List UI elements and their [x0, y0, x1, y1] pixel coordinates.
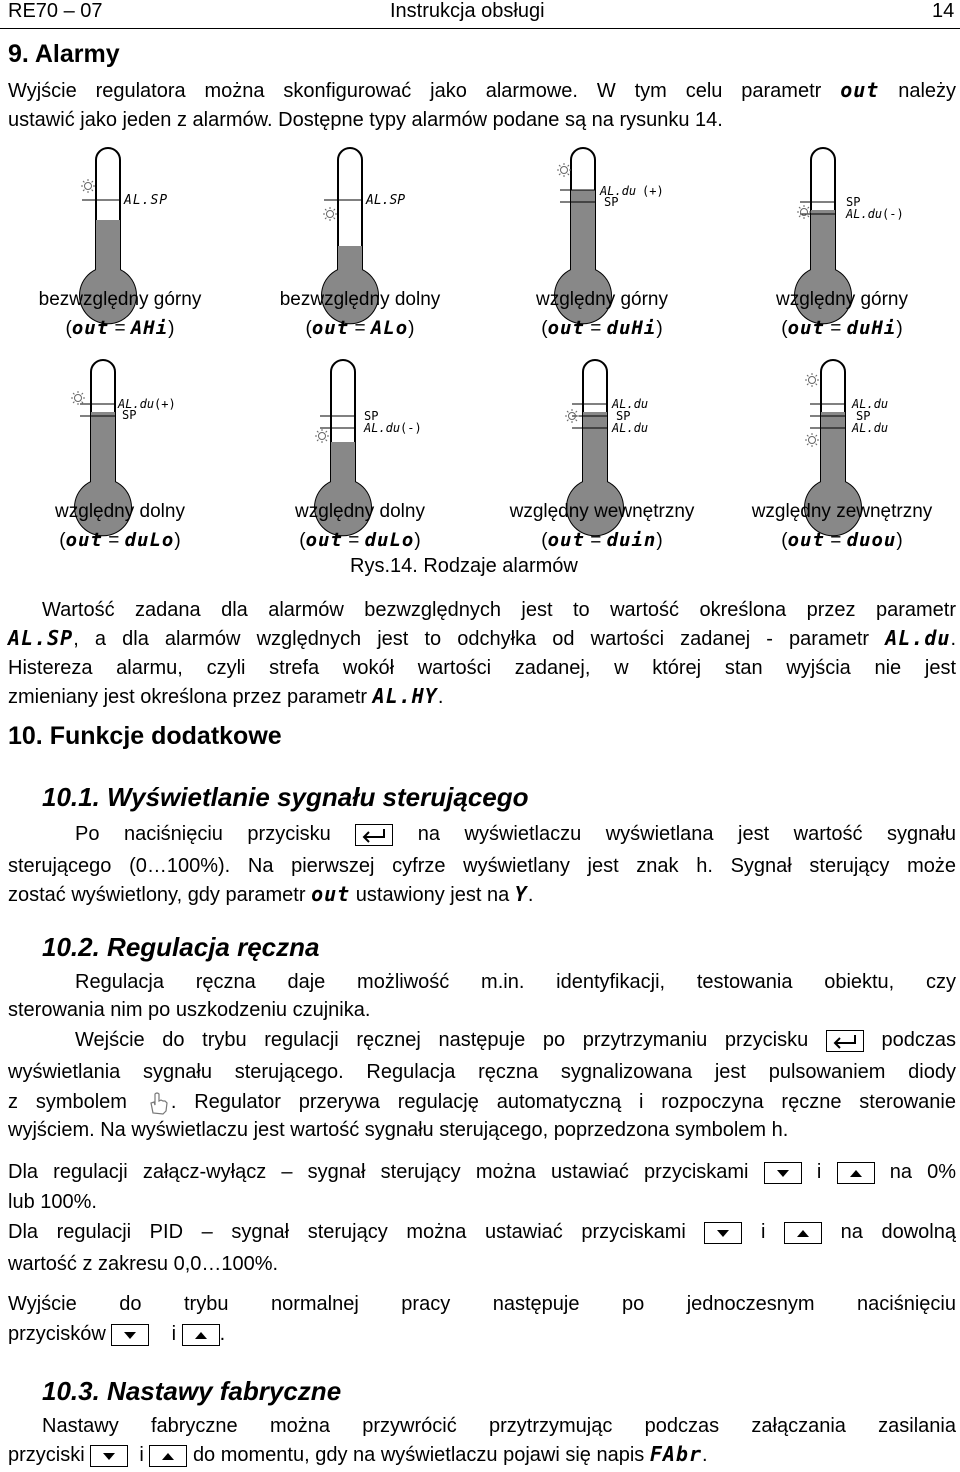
svg-text:SP: SP [856, 409, 871, 423]
caption-rel-high-1: względny górny (out = duHi) [535, 289, 669, 339]
svg-text:AL.du: AL.du [852, 421, 889, 435]
sec10-2-p5-line2: przycisków i . [8, 1323, 226, 1345]
svg-text:SP: SP [846, 195, 861, 209]
up-key-icon [149, 1445, 187, 1467]
label-alsp: AL.SP [124, 193, 169, 208]
alarm-sun-icon [797, 205, 811, 219]
down-key-icon [764, 1162, 802, 1184]
up-key-icon [182, 1324, 220, 1346]
svg-text:AL.du: AL.du [846, 207, 883, 221]
sec10-2-p2-line3: z symbolem . Regulator przerywa regulację automatyczną i rozpoczyna ręczne sterowanie [8, 1091, 956, 1113]
alarm-sun-icon [81, 179, 95, 193]
alarm-sun-icon [315, 429, 329, 443]
down-key-icon [90, 1445, 128, 1467]
section-10-3-title: 10.3. Nastawy fabryczne [42, 1376, 342, 1406]
svg-text:(+): (+) [154, 397, 176, 411]
param-out: out [840, 78, 880, 102]
section-10-1-title: 10.1. Wyświetlanie sygnału sterującego [42, 782, 529, 812]
alarm-sun-icon [323, 207, 337, 221]
sec10-2-p4-line2: wartość z zakresu 0,0…100%. [8, 1253, 279, 1275]
hand-icon [145, 1091, 171, 1115]
alarm-sun-icon [805, 433, 819, 447]
down-key-icon [111, 1324, 149, 1346]
sec10-2-p2-line4: wyjściem. Na wyświetlaczu jest wartość sygnału sterującego, poprzedzona symbolem h. [8, 1119, 789, 1141]
sec9-para2-line1: Wartość zadana dla alarmów bezwzględnych jest to wartość określona przez parametr [42, 599, 956, 621]
sec10-2-p1-line2: sterowania nim po uszkodzeniu czujnika. [8, 999, 371, 1021]
sec10-2-p1-line1: Regulacja ręczna daje możliwość m.in. identyfikacji, testowania obiektu, czy [75, 971, 956, 993]
up-key-icon [837, 1162, 875, 1184]
svg-text:AL.du: AL.du [364, 421, 401, 435]
sec9-para2-line3: Histereza alarmu, czyli strefa wokół wartości zadanej, w której stan wyjścia nie jest [8, 657, 956, 679]
page-number: 14 [932, 0, 955, 22]
sec9-para2-line4: zmieniany jest określona przez parametr AL.HY. [8, 684, 444, 708]
sec10-2-p3-line1: Dla regulacji załącz-wyłącz – sygnał sterujący można ustawiać przyciskami i na 0% [8, 1161, 957, 1183]
sec9-para1-line2: ustawić jako jeden z alarmów. Dostępne typy alarmów podane są na rysunku 14. [8, 109, 723, 131]
svg-text:SP: SP [364, 409, 379, 423]
caption-rel-low-1: względny dolny (out = duLo) [55, 501, 185, 551]
label-aldu: AL.du [600, 184, 637, 198]
label-alsp: AL.SP [366, 193, 406, 208]
enter-key-icon [355, 824, 393, 846]
svg-text:(-): (-) [882, 207, 904, 221]
header-doc-code: RE70 – 07 [8, 0, 103, 22]
header-title: Instrukcja obsługi [390, 0, 545, 22]
figure-caption: Rys.14. Rodzaje alarmów [350, 555, 578, 577]
svg-text:AL.du: AL.du [118, 397, 155, 411]
sec10-1-line2: sterującego (0…100%). Na pierwszej cyfrze wyświetlany jest znak h. Sygnał sterujący może [8, 855, 956, 877]
page-header [0, 0, 960, 29]
caption-rel-high-2: względny górny (out = duHi) [775, 289, 909, 339]
section-10-2-title: 10.2. Regulacja ręczna [42, 932, 320, 962]
section-9-title: 9. Alarmy [8, 40, 120, 68]
sec10-3-line2: przyciski i do momentu, gdy na wyświetlaczu pojawi się napis FAbr. [8, 1442, 708, 1466]
caption-rel-low-2: względny dolny (out = duLo) [295, 501, 425, 551]
caption-abs-low: bezwzględny dolny (out = ALo) [279, 289, 441, 339]
alarm-sun-icon [805, 373, 819, 387]
caption-rel-outer: względny zewnętrzny (out = duou) [751, 501, 933, 551]
sec10-1-line3: zostać wyświetlony, gdy parametr out ustawiony jest na Y. [8, 882, 534, 906]
up-key-icon [784, 1222, 822, 1244]
sec10-2-p5-line1: Wyjście do trybu normalnej pracy następuje po jednoczesnym naciśnięciu [8, 1293, 956, 1315]
alarm-sun-icon [557, 163, 571, 177]
svg-text:(-): (-) [400, 421, 422, 435]
svg-text:(+): (+) [642, 184, 664, 198]
sec10-2-p4-line1: Dla regulacji PID – sygnał sterujący można ustawiać przyciskami i na dowolną [8, 1221, 956, 1243]
sec9-para2-line2: AL.SP, a dla alarmów względnych jest to odchyłka od wartości zadanej - parametr AL.du. [8, 626, 956, 650]
svg-text:SP: SP [604, 195, 619, 209]
svg-text:AL.du: AL.du [852, 397, 889, 411]
caption-rel-inner: względny wewnętrzny (out = duin) [509, 501, 695, 551]
svg-text:AL.du: AL.du [612, 397, 649, 411]
sec10-2-p2-line1: Wejście do trybu regulacji ręcznej następuje po przytrzymaniu przycisku podczas [75, 1029, 956, 1051]
enter-key-icon [826, 1030, 864, 1052]
sec10-2-p2-line2: wyświetlania sygnału sterującego. Regulacja ręczna sygnalizowana jest pulsowaniem diody [8, 1061, 956, 1083]
sec10-3-line1: Nastawy fabryczne można przywrócić przytrzymując podczas załączania zasilania [42, 1415, 956, 1437]
sec9-para1-line1: Wyjście regulatora można skonfigurować jako alarmowe. W tym celu parametr out należy [8, 78, 957, 102]
alarm-sun-icon [71, 391, 85, 405]
svg-text:SP: SP [122, 408, 137, 422]
caption-abs-high: bezwzględny górny (out = AHi) [38, 289, 202, 339]
svg-text:AL.du: AL.du [612, 421, 649, 435]
section-10-title: 10. Funkcje dodatkowe [8, 722, 282, 750]
sec10-2-p3-line2: lub 100%. [8, 1191, 97, 1213]
svg-text:SP: SP [616, 409, 631, 423]
sec10-1-line1: Po naciśnięciu przycisku na wyświetlaczu wyświetlana jest wartość sygnału [75, 823, 956, 845]
down-key-icon [704, 1222, 742, 1244]
